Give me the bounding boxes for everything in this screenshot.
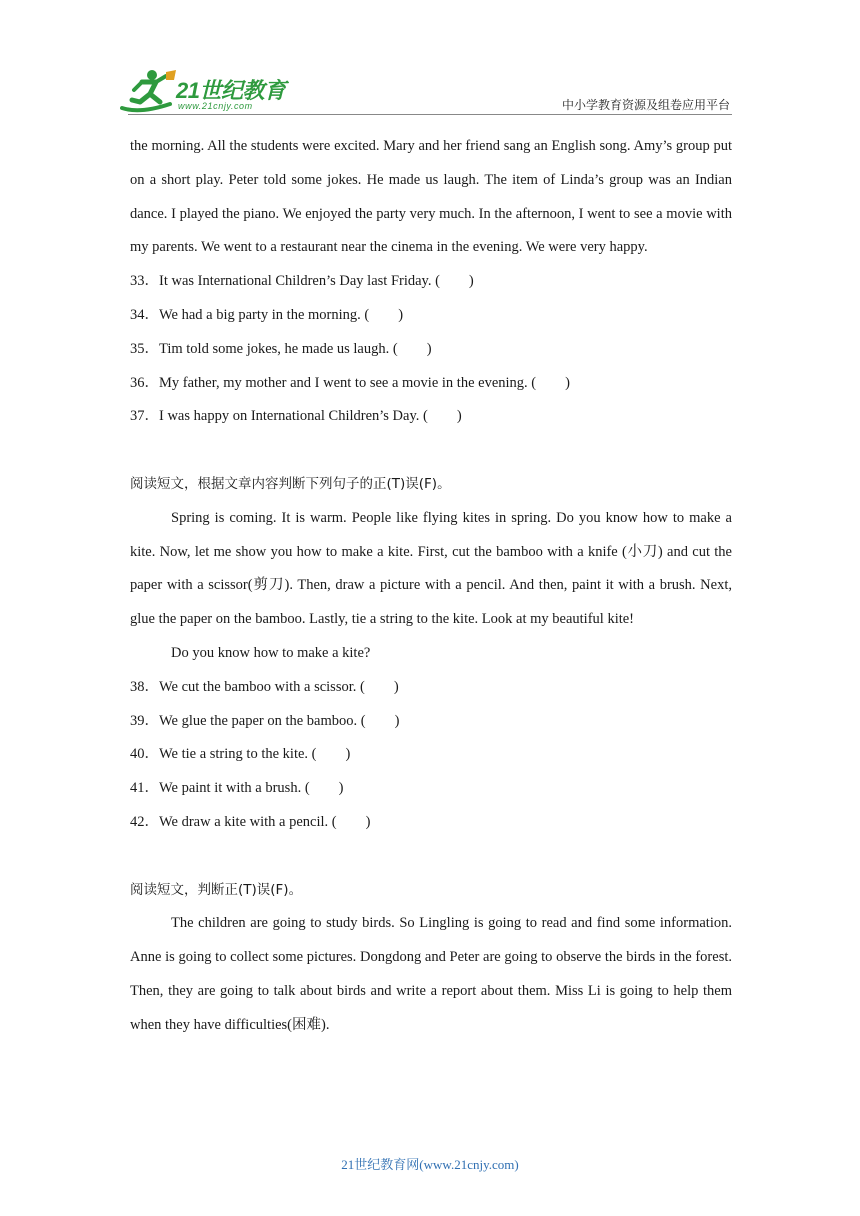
question-34: 34．We had a big party in the morning. ( ) bbox=[130, 306, 404, 323]
page-header bbox=[0, 0, 860, 120]
question-41: 41．We paint it with a brush. ( ) bbox=[130, 780, 344, 797]
question-40: 40．We tie a string to the kite. ( ) bbox=[130, 746, 351, 763]
header-divider bbox=[128, 114, 732, 115]
passage-1-text: the morning. All the students were excited. Mary and her friend sang an English song. Amy’s group put on a short play. Peter told some jokes. He made us laugh. The item of Linda’s group was an Indian dance. I played the piano. We enjoyed the party very much. In the afternoon, I went to see a movie with my parents. We went to a restaurant near the cinema in the evening. We were very happy. bbox=[130, 138, 732, 256]
worksheet-body bbox=[130, 130, 732, 1043]
runner-logo-icon bbox=[120, 68, 180, 116]
question-33: 33．It was International Children’s Day last Friday. ( ) bbox=[130, 273, 474, 290]
question-39: 39．We glue the paper on the bamboo. ( ) bbox=[130, 712, 400, 729]
question-42: 42．We draw a kite with a pencil. ( ) bbox=[130, 813, 371, 830]
section-2-closing: Do you know how to make a kite? bbox=[171, 644, 371, 661]
question-37: 37．I was happy on International Children’s Day. ( ) bbox=[130, 408, 462, 425]
section-2-instruction: 阅读短文，根据文章内容判断下列句子的正(T)误(F)。 bbox=[130, 475, 451, 492]
logo-url: www.21cnjy.com bbox=[178, 101, 253, 111]
question-38: 38．We cut the bamboo with a scissor. ( ) bbox=[130, 678, 399, 695]
logo-text: 21世纪教育 bbox=[176, 78, 286, 103]
section-3-paragraph: The children are going to study birds. So Lingling is going to read and find some information. Anne is going to collect some pictures. Dongdong and Peter are going to observe the birds in the forest. Then, they are going to talk about birds and write a report about them. Miss Li is going to help them when they have difficulties(困难). bbox=[130, 915, 732, 1033]
page-footer: 21世纪教育网(www.21cnjy.com) bbox=[341, 1157, 519, 1172]
question-35: 35．Tim told some jokes, he made us laugh. ( ) bbox=[130, 340, 432, 357]
spacer bbox=[130, 434, 732, 468]
section-2-paragraph: Spring is coming. It is warm. People like flying kites in spring. Do you know how to make a kite. Now, let me show you how to make a kite. First, cut the bamboo with a knife (小刀) and cut the paper with a scissor(剪刀). Then, draw a picture with a pencil. And then, paint it with a brush. Next, glue the paper on the bamboo. Lastly, tie a string to the kite. Look at my beautiful kite! bbox=[130, 509, 732, 628]
platform-title: 中小学教育资源及组卷应用平台 bbox=[561, 98, 730, 112]
question-36: 36．My father, my mother and I went to see a movie in the evening. ( ) bbox=[130, 374, 570, 391]
logo bbox=[120, 68, 300, 116]
section-3-instruction: 阅读短文，判断正(T)误(F)。 bbox=[130, 881, 303, 898]
spacer bbox=[130, 840, 732, 874]
